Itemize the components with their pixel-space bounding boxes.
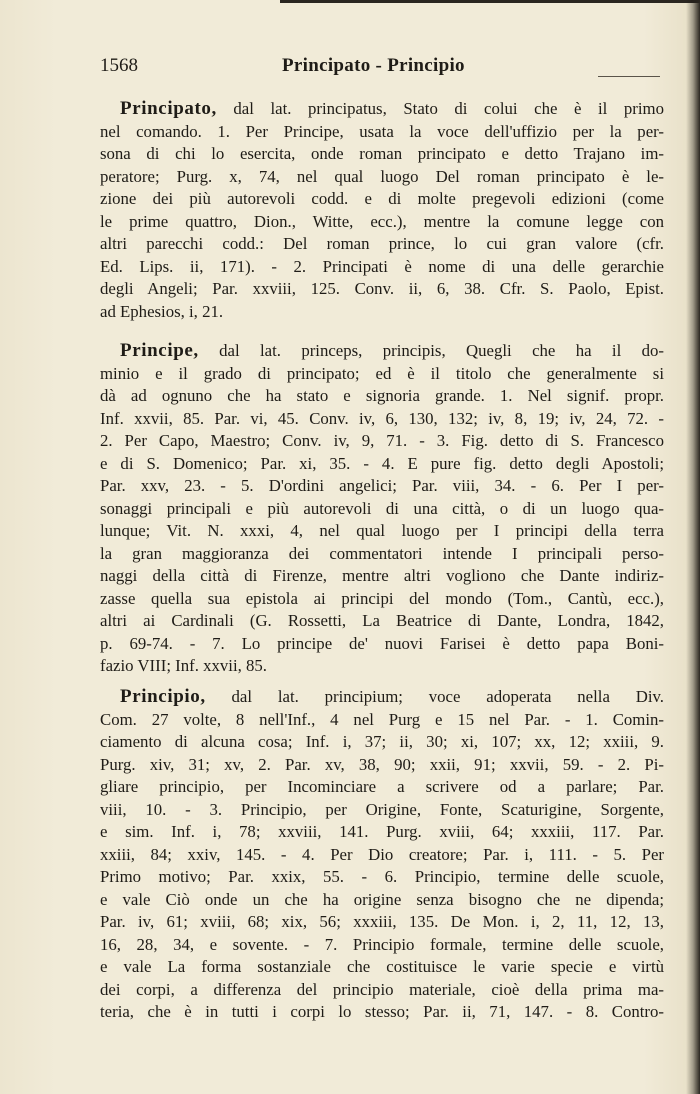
entry-line: dà ad ognuno che ha stato e signoria grande. 1. Nel signif. propr. (100, 386, 664, 405)
entry-line: ad Ephesios, i, 21. (100, 301, 224, 321)
page-header (100, 55, 660, 81)
entry-line: 2. Per Capo, Maestro; Conv. iv, 9, 71. - 3. Fig. detto di S. Francesco (100, 431, 664, 450)
entry-line: lunque; Vit. N. xxxi, 4, nel qual luogo per I principi della terra (100, 521, 664, 540)
entry-line: xxiii, 84; xxiv, 145. - 4. Per Dio creatore; Par. i, 111. - 5. Per (100, 844, 664, 864)
header-rule (598, 76, 660, 77)
entry-line: Purg. xiv, 31; xv, 2. Par. xv, 38, 90; xxii, 91; xxvii, 59. - 2. Pi- (100, 754, 664, 774)
page-gutter-shadow (686, 0, 700, 1094)
entry-line: zasse quella sua epistola ai principi del mondo (Tom., Cantù, ecc.), (100, 588, 664, 608)
entry-line: fazio VIII; Inf. xxvii, 85. (100, 656, 267, 675)
entry-line: Ed. Lips. ii, 171). - 2. Principati è nome di una delle gerarchie (100, 256, 664, 276)
entry-line: e sim. Inf. i, 78; xxviii, 141. Purg. xviii, 64; xxxiii, 117. Par. (100, 822, 664, 841)
entry-line: sonaggi principali e più autorevoli di una città, o di un luogo qua- (100, 498, 664, 518)
entry-line: nel comando. 1. Per Principe, usata la voce dell'uffizio per la per- (100, 121, 664, 141)
page-top-edge (280, 0, 700, 3)
entry-line: Par. iv, 61; xviii, 68; xix, 56; xxxiii, 135. De Mon. i, 2, 11, 12, 13, (100, 912, 664, 931)
entry-line: p. 69-74. - 7. Lo principe de' nuovi Farisei è detto papa Boni- (100, 633, 664, 653)
entry-line: Principato, dal lat. principatus, Stato di colui che è il primo (120, 98, 664, 119)
entry-line: ciamento di alcuna cosa; Inf. i, 37; ii, 30; xi, 107; xx, 12; xxiii, 9. (100, 732, 664, 751)
entry-line: la gran maggioranza dei commentatori intende I principali perso- (100, 543, 664, 563)
headword: Principato, (120, 98, 217, 119)
headword: Principe, (120, 340, 199, 361)
entry-line: le prime quattro, Dion., Witte, ecc.), mentre la comune legge con (100, 211, 664, 231)
entry-line: altri ai Cardinali (G. Rossetti, La Beatrice di Dante, Londra, 1842, (100, 611, 664, 630)
entry-line: Principio, dal lat. principium; voce adoperata nella Div. (120, 686, 664, 707)
entry-line: e vale La forma sostanziale che costituisce le varie specie e virtù (100, 957, 664, 976)
entry-line: 16, 28, 34, e sovente. - 7. Principio formale, termine delle scuole, (100, 934, 664, 954)
entry-line: e di S. Domenico; Par. xi, 35. - 4. E pure fig. detto degli Apostoli; (100, 453, 664, 473)
entry-line: Primo motivo; Par. xxix, 55. - 6. Principio, termine delle scuole, (100, 867, 664, 886)
entry-principio (100, 686, 664, 1024)
entry-line: Par. xxv, 23. - 5. D'ordini angelici; Par. viii, 34. - 6. Per I per- (100, 476, 664, 495)
headword: Principio, (120, 686, 206, 707)
entry-line: minio e il grado di principato; ed è il titolo che generalmente si (100, 363, 664, 383)
entry-line: Principe, dal lat. princeps, principis, Quegli che ha il do- (120, 340, 664, 361)
entry-line: viii, 10. - 3. Principio, per Origine, Fonte, Scaturigine, Sorgente, (100, 799, 664, 819)
entry-line: sona di chi lo esercita, onde roman principato e detto Trajano im- (100, 144, 664, 163)
entry-line: peratore; Purg. x, 74, nel qual luogo Del roman principato è le- (100, 166, 664, 186)
entry-line: Com. 27 volte, 8 nell'Inf., 4 nel Purg e 15 nel Par. - 1. Comin- (100, 709, 664, 729)
entry-line: e vale Ciò onde un che ha origine senza bisogno che ne dipenda; (100, 889, 664, 909)
entry-line: naggi della città di Firenze, mentre altri vogliono che Dante indiriz- (100, 566, 664, 585)
entry-line: dei corpi, a differenza del principio materiale, cioè della prima ma- (100, 979, 664, 999)
entry-principe (100, 340, 664, 678)
entry-line: degli Angeli; Par. xxviii, 125. Conv. ii, 6, 38. Cfr. S. Paolo, Epist. (100, 279, 664, 298)
entry-line: Inf. xxvii, 85. Par. vi, 45. Conv. iv, 6, 130, 132; iv, 8, 19; iv, 24, 72. - (100, 408, 664, 428)
entry-line: altri parecchi codd.: Del roman prince, lo cui gran valore (cfr. (100, 234, 664, 253)
entry-line: zione dei più autorevoli codd. e di molte pregevoli edizioni (come (100, 189, 664, 208)
entry-line: teria, che è in tutti i corpi lo stesso; Par. ii, 71, 147. - 8. Contro- (100, 1002, 664, 1021)
entry-line: gliare principio, per Incominciare a scrivere od a parlare; Par. (100, 777, 664, 796)
running-head: Principato - Principio (282, 55, 465, 76)
entry-principato (100, 98, 664, 323)
page-number: 1568 (100, 55, 138, 76)
